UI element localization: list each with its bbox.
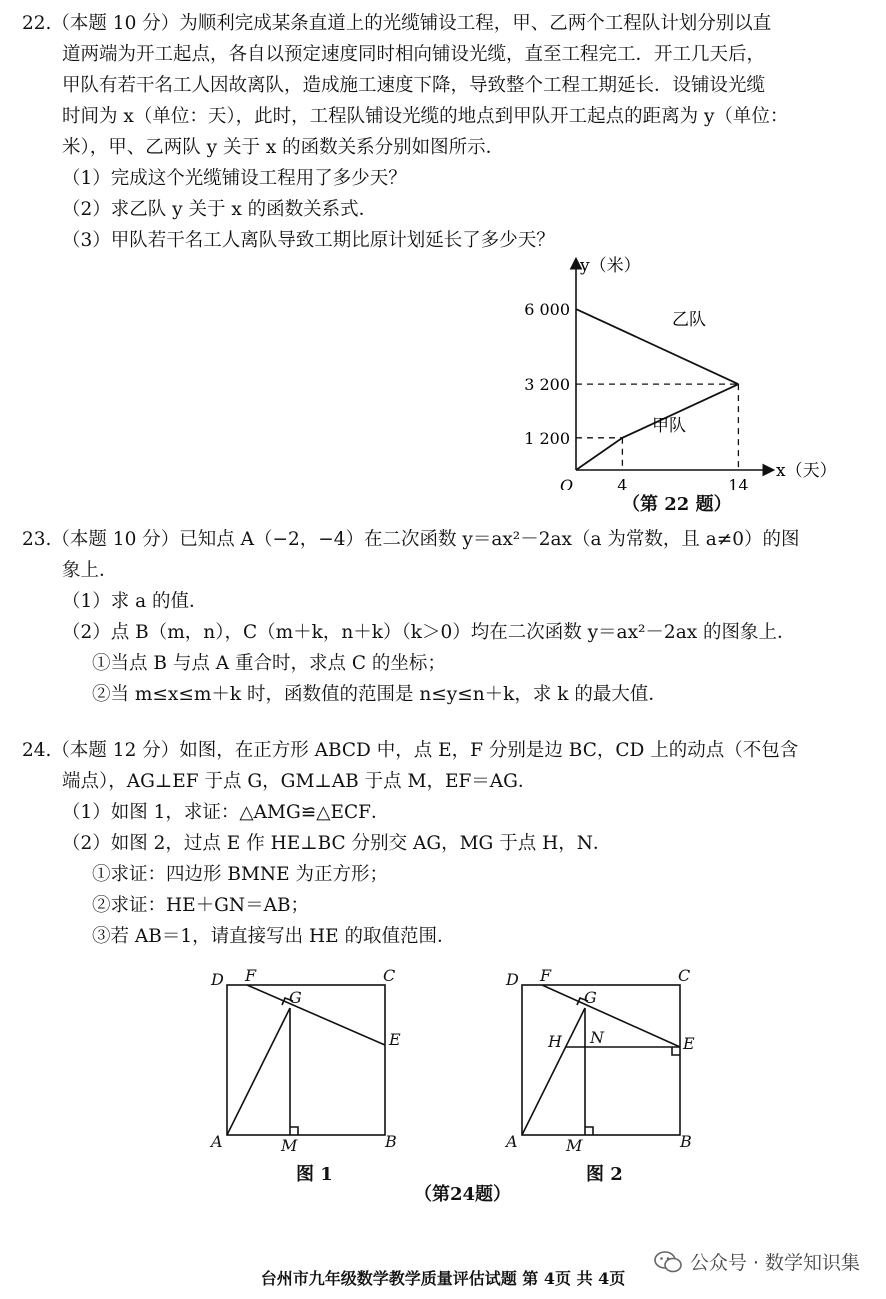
series-label: 甲队 (652, 416, 686, 436)
q23-subquestion: （2）点 B（m，n），C（m＋k，n＋k）（k＞0）均在二次函数 y＝ax²－2ax 的图象上． (62, 622, 796, 643)
q24-line: 端点），AG⊥EF 于点 G，GM⊥AB 于点 M，EF＝AG． (62, 771, 537, 792)
q23-subsubquestion: ②当 m≤x≤m＋k 时，函数值的范围是 n≤y≤n＋k，求 k 的最大值． (92, 684, 667, 705)
q24-figure-1 (205, 965, 410, 1155)
label-d: D (211, 970, 224, 989)
x-tick-label: 4 (617, 476, 628, 490)
label-f: F (245, 966, 257, 985)
segment-ag (227, 1008, 290, 1135)
label-c: C (383, 966, 396, 985)
q24-subsubquestion: ①求证：四边形 BMNE 为正方形； (92, 864, 388, 885)
x-axis-label: x（天） (776, 461, 837, 481)
q24-subsubquestion: ②求证：HE＋GN＝AB； (92, 895, 310, 916)
figure-1-caption: 图 1 (296, 1164, 333, 1185)
label-e: E (683, 1034, 695, 1053)
label-b: B (680, 1132, 692, 1151)
q23-block (22, 524, 866, 710)
label-h: H (548, 1032, 562, 1051)
segment-ag (522, 1008, 585, 1135)
page-footer: 台州市九年级数学教学质量评估试题 第 4页 共 4页 (260, 1269, 626, 1288)
q22-caption: （第 22 题） (622, 494, 732, 515)
y-tick-label: 6 000 (524, 300, 570, 320)
label-a: A (211, 1132, 223, 1151)
label-d: D (506, 970, 519, 989)
q24-caption: （第24题） (414, 1184, 512, 1205)
q22-line: 道两端为开工起点，各自以预定速度同时相向铺设光缆，直至工程完工．开工几天后， (62, 44, 766, 65)
y-axis-label: y（米） (580, 256, 641, 276)
q24-line: 24.（本题 12 分）如图，在正方形 ABCD 中，点 E，F 分别是边 BC，CD 上的动点（不包含 (22, 740, 799, 761)
q23-subquestion: （1）求 a 的值． (62, 591, 208, 612)
q24-figure-2 (500, 965, 705, 1155)
label-m: M (566, 1136, 583, 1155)
right-angle-mark (672, 1047, 680, 1055)
label-a: A (506, 1132, 518, 1151)
q22-subquestion: （2）求乙队 y 关于 x 的函数关系式． (62, 199, 378, 220)
label-n: N (590, 1028, 604, 1047)
segment-fe (542, 985, 680, 1047)
x-tick-label: 14 (728, 476, 749, 490)
figure-2-caption: 图 2 (586, 1164, 623, 1185)
q22-function-graph (500, 255, 840, 490)
q22-line: 甲队有若干名工人因故离队，造成施工速度下降，导致整个工程工期延长．设铺设光缆 (62, 75, 766, 96)
q24-subquestion: （2）如图 2，过点 E 作 HE⊥BC 分别交 AG，MG 于点 H，N． (62, 833, 612, 854)
q22-line: 米），甲、乙两队 y 关于 x 的函数关系分别如图所示． (62, 137, 505, 158)
segment-fe (247, 985, 385, 1045)
q24-subsubquestion: ③若 AB＝1，请直接写出 HE 的取值范围． (92, 926, 456, 947)
q23-line: 23.（本题 10 分）已知点 A（−2，−4）在二次函数 y＝ax²－2ax（a 为常数，且 a≠0）的图 (22, 529, 800, 550)
q24-block (22, 735, 866, 952)
q22-subquestion: （1）完成这个光缆铺设工程用了多少天？ (62, 168, 407, 189)
q22-line: 22.（本题 10 分）为顺利完成某条直道上的光缆铺设工程，甲、乙两个工程队计划分别以直 (22, 13, 772, 34)
q23-subsubquestion: ①当点 B 与点 A 重合时，求点 C 的坐标； (92, 653, 446, 674)
q24-subquestion: （1）如图 1，求证：△AMG≌△ECF． (62, 802, 390, 823)
right-angle-mark (290, 1127, 298, 1135)
label-c: C (678, 966, 691, 985)
square-abcd (227, 985, 385, 1135)
y-tick-label: 3 200 (524, 375, 570, 395)
series-line (576, 309, 738, 384)
label-b: B (385, 1132, 397, 1151)
q22-block (22, 8, 866, 256)
q22-subquestion: （3）甲队若干名工人离队导致工期比原计划延长了多少天？ (62, 230, 555, 251)
series-label: 乙队 (672, 310, 706, 330)
origin-label: O (560, 476, 574, 490)
label-g: G (289, 988, 302, 1007)
right-angle-mark (585, 1127, 593, 1135)
q23-line: 象上． (62, 560, 118, 581)
label-e: E (389, 1030, 401, 1049)
q22-line: 时间为 x（单位：天），此时，工程队铺设光缆的地点到甲队开工起点的距离为 y（单位： (62, 106, 789, 127)
y-tick-label: 1 200 (524, 428, 570, 448)
square-abcd (522, 985, 680, 1135)
label-f: F (540, 966, 552, 985)
label-m: M (281, 1136, 298, 1155)
label-g: G (584, 988, 597, 1007)
watermark-text: 公众号 · 数学知识集 (689, 1252, 860, 1274)
